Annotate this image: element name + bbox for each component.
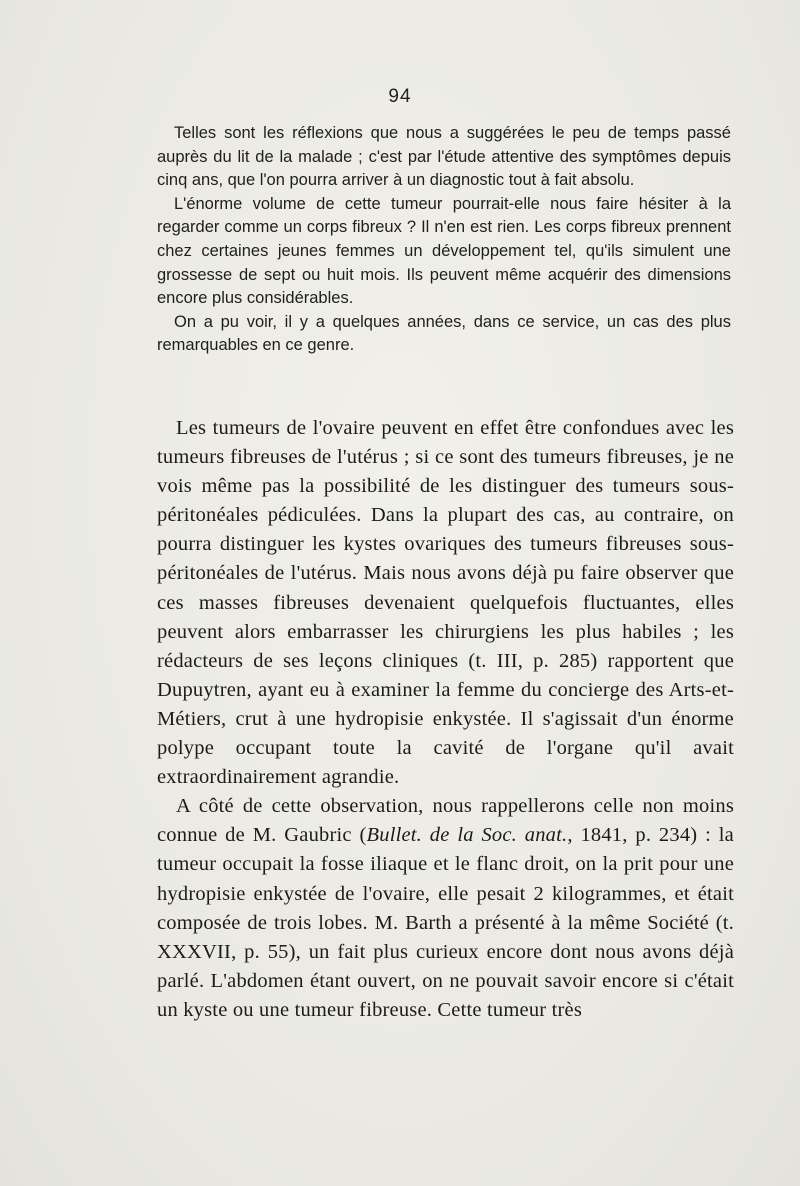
main-paragraph-2 [157, 792, 734, 1025]
main-text-section [157, 414, 734, 1025]
small-paragraph-3: On a pu voir, il y a quelques années, dans ce service, un cas des plus remarquables en ce genre. [157, 312, 731, 355]
small-paragraph-2: L'énorme volume de cette tumeur pourrait-elle nous faire hésiter à la regarder comme un corps fibreux ? Il n'en est rien. Les corps fibreux prennent chez certaines jeunes femmes un développement tel, qu'ils simulent une grossesse de sept ou huit mois. Ils peuvent même acquérir des dimensions encore plus considérables. [157, 194, 731, 308]
main-paragraph-1: Les tumeurs de l'ovaire peuvent en effet être confondues avec les tumeurs fibreuses de l'utérus ; si ce sont des tumeurs fibreuses, je ne vois même pas la possibilité de les distinguer des tumeurs sous-péritonéales pédiculées. Dans la plupart des cas, au contraire, on pourra distinguer les kystes ovariques des tumeurs fibreuses sous-péritonéales de l'utérus. Mais nous avons déjà pu faire observer que ces masses fibreuses devenaient quelquefois fluctuantes, elles peuvent alors embarrasser les chirurgiens les plus habiles ; les rédacteurs de ses leçons cliniques (t. III, p. 285) rapportent que Dupuytren, ayant eu à examiner la femme du concierge des Arts-et-Métiers, crut à une hydropisie enkystée. Il s'agissait d'un énorme polype occupant toute la cavité de l'organe qu'il avait extraordinairement agrandie. [157, 417, 734, 789]
small-print-section [157, 122, 731, 358]
main-paragraph-2-rest: , 1841, p. 234) : la tumeur occupait la fosse iliaque et le flanc droit, on la prit pour une hydropisie enkystée de l'ovaire, elle pesait 2 kilogrammes, et était composée de trois lobes. M. Barth a présenté à la même Société (t. XXXVII, p. 55), un fait plus curieux encore dont nous avons déjà parlé. L'abdomen étant ouvert, on ne pouvait savoir encore si c'était un kyste ou une tumeur fibreuse. Cette tumeur très [157, 824, 734, 1021]
journal-citation: Bullet. de la Soc. anat. [366, 824, 568, 847]
small-paragraph-1: Telles sont les réflexions que nous a suggérées le peu de temps passé auprès du lit de la malade ; c'est par l'étude attentive des symptômes depuis cinq ans, que l'on pourra arriver à un diagnostic tout à fait absolu. [157, 124, 731, 190]
page-number: 94 [388, 86, 412, 107]
main-paragraph-2-start: A côté de cette observation, nous rappellerons celle non moins connue de M. Gaubric ( [157, 795, 734, 847]
